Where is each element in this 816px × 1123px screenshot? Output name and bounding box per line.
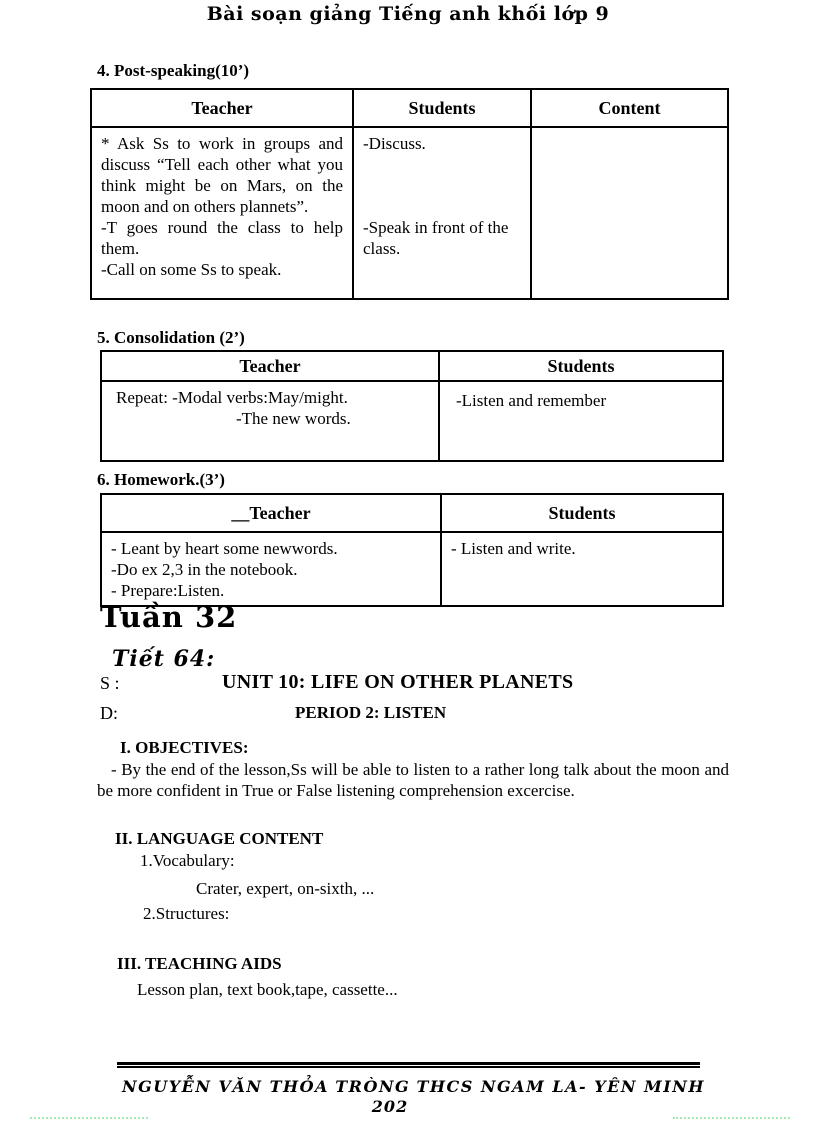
teacher-paragraph: - Leant by heart some newwords. [111,539,338,558]
section4-heading: 4. Post-speaking(10’) [97,61,250,80]
week-title: Tuần 32 [100,600,238,634]
teacher-paragraph: -The new words. [236,409,351,428]
column-header-students: Students [439,351,723,381]
footer-line [122,1077,705,1096]
dotted-mark-right [673,1117,790,1119]
teacher-paragraph: -T goes round the class to help them. [101,218,343,258]
teacher-cell [91,127,353,299]
table-body-row [101,532,723,606]
period-number-title: Tiết 64: [112,646,216,672]
page-number: 202 [371,1097,409,1116]
dotted-mark-left [30,1117,148,1119]
column-header-students: Students [441,494,723,532]
post-speaking-table [90,88,729,300]
table-header-row [101,494,723,532]
teacher-cell [101,532,441,606]
teacher-paragraph: Repeat: -Modal verbs:May/might. [116,388,348,407]
teaching-aids-heading: III. TEACHING AIDS [117,954,282,973]
footer-author: NGUYỄN VĂN THỎA [122,1077,329,1096]
unit-title: UNIT 10: LIFE ON OTHER PLANETS [222,671,574,693]
section6-heading: 6. Homework.(3’) [97,470,225,489]
column-header-content: Content [531,89,728,127]
vocabulary-label: 1.Vocabulary: [140,851,235,870]
section5-heading: 5. Consolidation (2’) [97,328,245,347]
document-title: Bài soạn giảng Tiếng anh khối lớp 9 [206,3,610,25]
period-title: PERIOD 2: LISTEN [295,703,447,722]
column-header-teacher: Teacher [101,351,439,381]
s-label: S : [100,673,120,693]
d-label: D: [100,703,118,723]
content-cell [531,127,728,299]
teacher-paragraph: * Ask Ss to work in groups and discuss “Tell each other what you think might be on Mars, on the moon and on others plannets”. [101,134,343,216]
teacher-cell [101,381,439,461]
students-paragraph: -Listen and remember [456,391,607,410]
students-paragraph: - Listen and write. [451,539,576,558]
footer-school-name: THCS NGAM LA- YÊN MINH [416,1077,705,1096]
objectives-heading: I. OBJECTIVES: [120,738,249,757]
table-header-row [91,89,728,127]
teaching-aids-text: Lesson plan, text book,tape, cassette... [137,980,398,999]
students-cell [439,381,723,461]
structures-label: 2.Structures: [143,904,230,923]
objectives-paragraph: - By the end of the lesson,Ss will be able to listen to a rather long talk about the moon and be more confident in True or False listening comprehension excercise. [97,760,729,800]
homework-table [100,493,724,607]
teacher-paragraph: - Prepare:Listen. [111,581,225,600]
column-header-teacher: Teacher [91,89,353,127]
table-body-row [91,127,728,299]
consolidation-table [100,350,724,462]
students-paragraph: -Speak in front of the class. [363,218,509,258]
vocabulary-items: Crater, expert, on-sixth, ... [196,879,375,898]
table-body-row [101,381,723,461]
language-content-heading: II. LANGUAGE CONTENT [115,829,324,848]
footer-school-word: TRÒNG [335,1077,411,1096]
column-header-teacher: __Teacher [101,494,441,532]
table-header-row [101,351,723,381]
column-header-students: Students [353,89,531,127]
students-paragraph: -Discuss. [363,134,426,153]
teacher-paragraph: -Call on some Ss to speak. [101,260,282,279]
teacher-paragraph: -Do ex 2,3 in the notebook. [111,560,298,579]
footer-divider [117,1062,700,1068]
students-cell [441,532,723,606]
students-cell [353,127,531,299]
